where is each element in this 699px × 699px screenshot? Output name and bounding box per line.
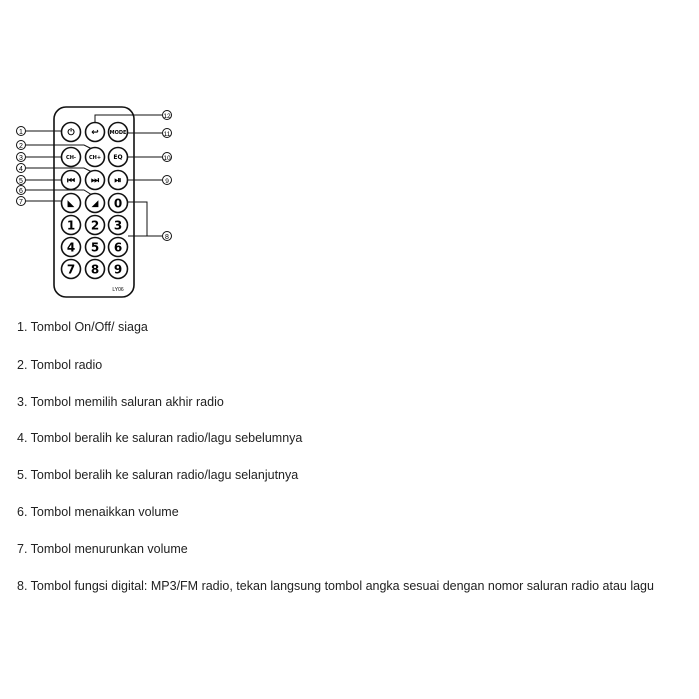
remote-button-label: CH- [66,154,76,161]
remote-button-label: 2 [90,218,100,233]
description-item: 4. Tombol beralih ke saluran radio/lagu sebelumnya [17,431,303,445]
description-item: 3. Tombol memilih saluran akhir radio [17,395,224,409]
callout-number: 6 [19,188,23,195]
remote-button-label: 6 [113,240,123,255]
description-item: 6. Tombol menaikkan volume [17,505,179,519]
remote-button-label: ⏭ [90,176,100,187]
remote-button-label: ◣ [67,199,75,210]
remote-button-label: 8 [90,262,100,277]
callout-number: 3 [19,155,23,162]
description-item: 7. Tombol menurunkan volume [17,542,188,556]
remote-button-label: 5 [90,240,100,255]
callout-number: 5 [19,178,23,185]
remote-button-label: MODE [109,129,127,136]
remote-button-label: ◢ [91,199,99,210]
description-item: 5. Tombol beralih ke saluran radio/lagu selanjutnya [17,468,299,482]
callout-number: 9 [165,178,169,185]
remote-button-label: 9 [113,262,123,277]
remote-button-label: ⏯ [114,176,122,187]
callout-number: 11 [163,131,171,138]
model-label: LY06 [112,287,124,293]
remote-button-label: EQ [113,154,123,162]
remote-button-label: ↩ [91,128,99,139]
remote-button-label: ⏻ [67,128,75,139]
callout-number: 1 [19,129,23,136]
remote-button-label: 3 [113,218,123,233]
remote-button-label: CH+ [88,154,102,161]
callout-number: 10 [163,155,171,162]
description-item: 2. Tombol radio [17,358,103,372]
callout-number: 2 [19,143,23,150]
description-item: 8. Tombol fungsi digital: MP3/FM radio, tekan langsung tombol angka sesuai dengan nomor saluran radio atau lagu [17,579,654,593]
remote-button-label: ⏮ [66,176,76,187]
callout-number: 8 [165,234,169,241]
callout-number: 4 [19,166,23,173]
remote-control-diagram [0,0,200,310]
callout-number: 12 [163,113,171,120]
remote-button-label: 1 [66,218,76,233]
description-item: 1. Tombol On/Off/ siaga [17,320,148,334]
remote-button-label: 0 [113,196,123,211]
remote-button-label: 7 [66,262,76,277]
callout-number: 7 [19,199,23,206]
remote-button-label: 4 [66,240,76,255]
